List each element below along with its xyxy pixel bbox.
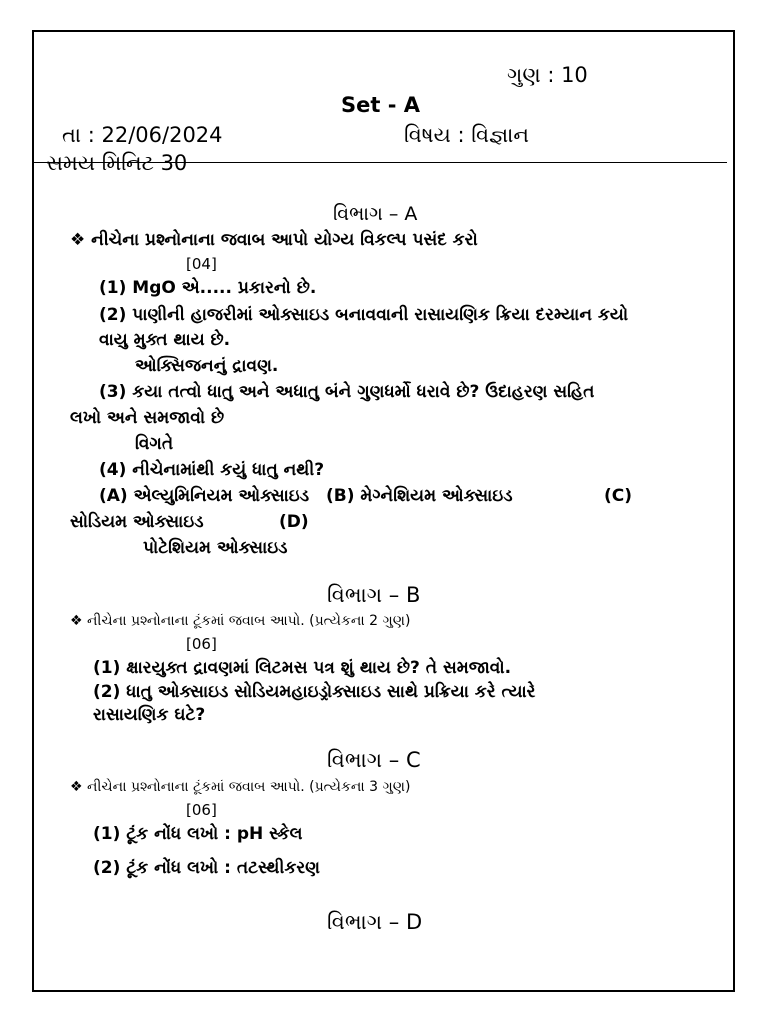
section-c-instruction: ❖ નીચેના પ્રશ્નોનાના ટૂંકમાં જવાબ આપો. (પ્રત્યેકના 3 ગુણ) (70, 779, 411, 795)
section-a-question-4: (4) નીચેનામાંથી કયું ધાતુ નથી? (99, 460, 325, 480)
option-c-text: સોડિયમ ઓક્સાઇડ (70, 512, 204, 532)
section-d-title: વિભાગ – D (327, 910, 423, 934)
section-b-question-2: (2) ધાતુ ઓક્સાઇડ સોડિયમહાઇડ્રોક્સાઇડ સાથે પ્રક્રિયા કરે ત્યારે (93, 682, 536, 702)
section-b-question-1: (1) ક્ષારયુક્ત દ્રાવણમાં લિટમસ પત્ર શું થાય છે? તે સમજાવો. (93, 658, 512, 678)
section-a-question-2-line-3: ઓક્સિજનનું દ્રાવણ. (135, 356, 279, 376)
section-c-question-1: (1) ટૂંક નોંધ લખો : pH સ્કેલ (93, 824, 303, 844)
section-b-instruction: ❖ નીચેના પ્રશ્નોનાના ટૂંકમાં જવાબ આપો. (પ્રત્યેકના 2 ગુણ) (70, 613, 411, 629)
section-c-question-2: (2) ટૂંક નોંધ લખો : તટસ્થીકરણ (93, 858, 320, 878)
section-a-question-2-line-2: વાયુ મુક્ત થાય છે. (99, 330, 231, 350)
section-a-instruction: ❖ નીચેના પ્રશ્નોનાના જવાબ આપો યોગ્ય વિકલ્પ પસંદ કરો (70, 230, 478, 250)
subject: વિષય : વિજ્ઞાન (404, 123, 530, 147)
exam-date: તા : 22/06/2024 (62, 123, 223, 147)
section-a-marks: [04] (186, 255, 217, 273)
set-label: Set - A (341, 93, 420, 117)
section-c-marks: [06] (186, 801, 217, 819)
exam-time: સમય મિનિટ 30 (46, 151, 188, 175)
section-a-question-3-line-3: વિગતે (135, 434, 174, 454)
section-a-title: વિભાગ – A (333, 203, 418, 225)
option-c-label: (C) (604, 486, 633, 506)
section-a-question-3: (3) કયા તત્વો ધાતુ અને અધાતુ બંને ગુણધર્મો ધરાવે છે? ઉદાહરણ સહિત (99, 382, 595, 402)
section-b-marks: [06] (186, 635, 217, 653)
option-b: (B) મેગ્નેશિયમ ઓક્સાઇડ (326, 486, 513, 506)
section-a-question-2: (2) પાણીની હાજરીમાં ઓક્સાઇડ બનાવવાની રાસાયણિક ક્રિયા દરમ્યાન કયો (99, 305, 629, 325)
section-c-title: વિભાગ – C (327, 748, 421, 772)
option-a: (A) એલ્યુમિનિયમ ઓક્સાઇડ (99, 486, 310, 506)
total-marks: ગુણ : 10 (507, 63, 588, 87)
option-d-label: (D) (279, 512, 309, 532)
section-b-title: વિભાગ – B (327, 583, 421, 607)
section-b-question-2-line-2: રાસાયણિક ઘટે? (93, 705, 206, 725)
header-divider (34, 162, 727, 163)
option-d-text: પોટેશિયમ ઓક્સાઇડ (143, 538, 288, 558)
section-a-question-1: (1) MgO એ..... પ્રકારનો છે. (99, 278, 317, 298)
section-a-question-3-line-2: લખો અને સમજાવો છે (70, 408, 225, 428)
